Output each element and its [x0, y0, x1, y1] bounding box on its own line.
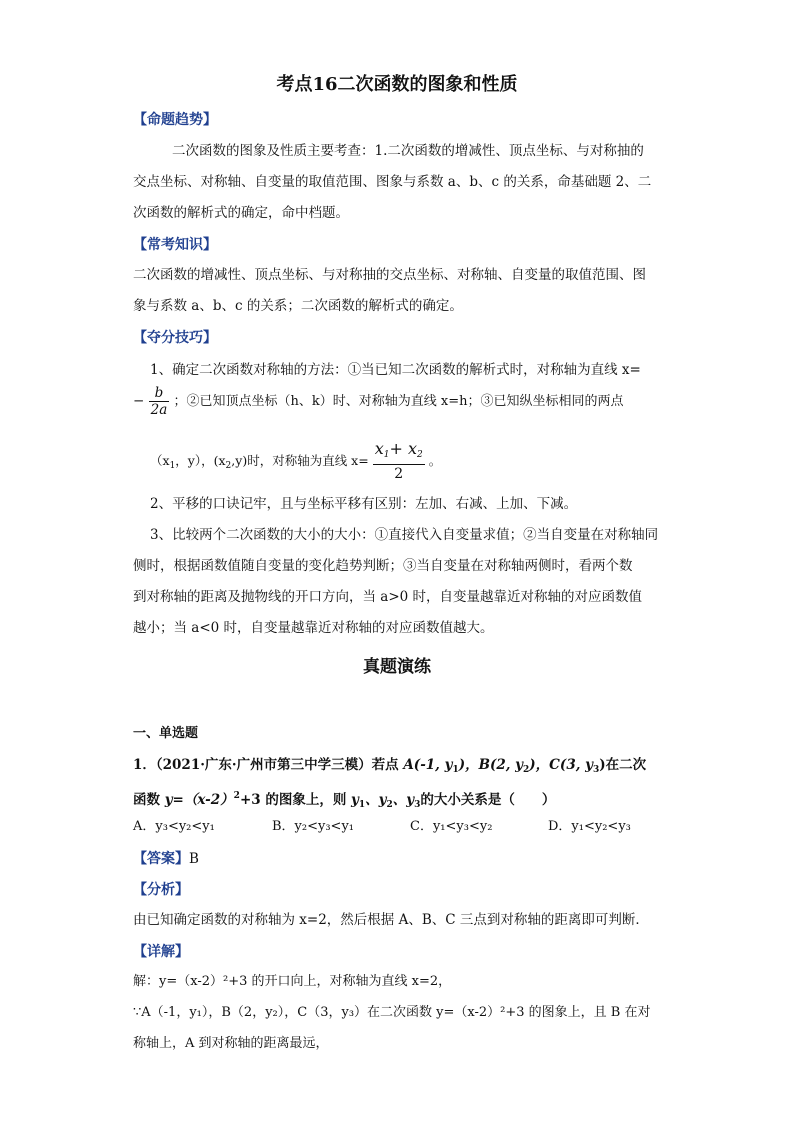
skill-1-line-2-text: ；②已知顶点坐标（h、k）时、对称轴为直线 x=h；③已知纵坐标相同的两点 [173, 394, 624, 409]
point-c: )，C(3, y [529, 757, 593, 773]
skill-3-line-3: 到对称轴的距离及抛物线的开口方向，当 a>0 时，自变量越靠近对称轴的对应函数值 [133, 589, 643, 605]
skill-3-line-2: 侧时，根据函数值随自变量的变化趋势判断；③当自变量在对称轴两侧时，看两个数 [133, 558, 633, 574]
trend-line-2: 交点坐标、对称轴、自变量的取值范围、图象与系数 a、b、c 的关系，命基础题 2、二 [133, 174, 652, 190]
sub-2: 2 [225, 461, 232, 471]
skill-1-line-3-text: ,y)时，对称轴为直线 x= [231, 453, 369, 468]
detail-line-3: 称轴上，A 到对称轴的距离最远， [133, 1036, 329, 1051]
detail-line-2: ∵A（-1，y₁），B（2，y₂），C（3，y₃）在二次函数 y=（x-2）²+3 的图象上，且 B 在对 [133, 1005, 651, 1020]
question-func-label: 函数 [133, 792, 165, 808]
option-d: D．y₁<y₂<y₃ [548, 819, 631, 834]
skill-1-period: 。 [428, 453, 442, 468]
answer-value: B [189, 851, 199, 867]
section-trend-heading: 【命题趋势】 [133, 112, 217, 128]
skill-1-line-2 [133, 385, 624, 418]
detail-label: 【详解】 [133, 944, 189, 960]
fraction-x1-plus-x2-over-2 [373, 440, 425, 483]
option-b: B．y₂<y₃<y₁ [272, 819, 355, 834]
skill-3-line-1: 3、比较两个二次函数的大小的大小：①直接代入自变量求值；②当自变量在对称轴同 [150, 527, 659, 543]
var-y3: 、y [392, 792, 415, 808]
var-y1: y [351, 792, 359, 808]
fraction-sum-numerator: $x_1+ x_2$ [373, 440, 425, 465]
detail-line-1: 解：y=（x-2）²+3 的开口向上，对称轴为直线 x=2， [133, 974, 452, 989]
skill-3-line-4: 越小；当 a<0 时，自变量越靠近对称轴的对应函数值越大。 [133, 620, 494, 636]
skill-1-line-3 [150, 440, 441, 483]
section-knowledge-heading: 【常考知识】 [133, 237, 217, 253]
question-line-1-end: )在二次 [599, 757, 647, 773]
var-y2: 、y [365, 792, 387, 808]
question-line-1: 1．（2021·广东·广州市第三中学三模）若点 A(-1, $y_1$)，B(2, $y_2$)，C(3, $y_3$)在二次 [133, 757, 647, 775]
point-1-open: （x [150, 453, 170, 468]
question-source: 1．（2021·广东·广州市第三中学三模）若点 [133, 757, 404, 773]
fraction-numerator: b [149, 385, 170, 402]
trend-line-3: 次函数的解析式的确定，命中档题。 [133, 205, 349, 221]
point-2-open: ，y），(x [175, 453, 226, 468]
question-text: +3 的图象上，则 [239, 792, 352, 808]
skill-1-line-1: 1、确定二次函数对称轴的方法：①当已知二次函数的解析式时，对称轴为直线 x= [150, 362, 641, 378]
knowledge-line-1: 二次函数的增减性、顶点坐标、与对称抽的交点坐标、对称轴、自变量的取值范围、图 [133, 267, 646, 283]
section-skills-heading: 【夺分技巧】 [133, 330, 217, 346]
minus-sign: − [133, 393, 145, 409]
page-title: 考点16二次函数的图象和性质 [276, 74, 518, 95]
analysis-text: 由已知确定函数的对称轴为 x=2，然后根据 A、B、C 三点到对称轴的距离即可判断． [133, 912, 649, 928]
question-type: 一、单选题 [133, 726, 199, 741]
analysis-label: 【分析】 [133, 882, 189, 898]
sub-1: 1 [169, 461, 176, 471]
practice-heading: 真题演练 [363, 657, 431, 677]
fraction-b-over-2a [149, 385, 170, 418]
skill-2: 2、平移的口诀记牢，且与坐标平移有区别：左加、右减、上加、下减。 [150, 496, 578, 512]
knowledge-line-2: 象与系数 a、b、c 的关系；二次函数的解析式的确定。 [133, 298, 463, 314]
question-line-2: 函数 $y=(x-2)^2+3$ 的图象上，则 $y_1$、$y_2$、$y_3$的大小关系是（ ） [133, 791, 556, 810]
fraction-denominator: 2a [150, 402, 168, 418]
fraction-sum-denominator: 2 [394, 466, 404, 482]
question-end: 的大小关系是（ ） [420, 792, 556, 808]
answer-label: 【答案】 [133, 851, 189, 867]
option-c: C．y₁<y₃<y₂ [410, 819, 493, 834]
option-a: A．y₃<y₂<y₁ [133, 819, 215, 834]
trend-line-1: 二次函数的图象及性质主要考查：1.二次函数的增减性、顶点坐标、与对称抽的 [172, 143, 644, 159]
answer-row [133, 848, 199, 868]
point-a: A(-1, y [403, 757, 453, 773]
function-expression: y=（x-2） [164, 792, 234, 808]
point-b: )，B(2, y [458, 757, 524, 773]
